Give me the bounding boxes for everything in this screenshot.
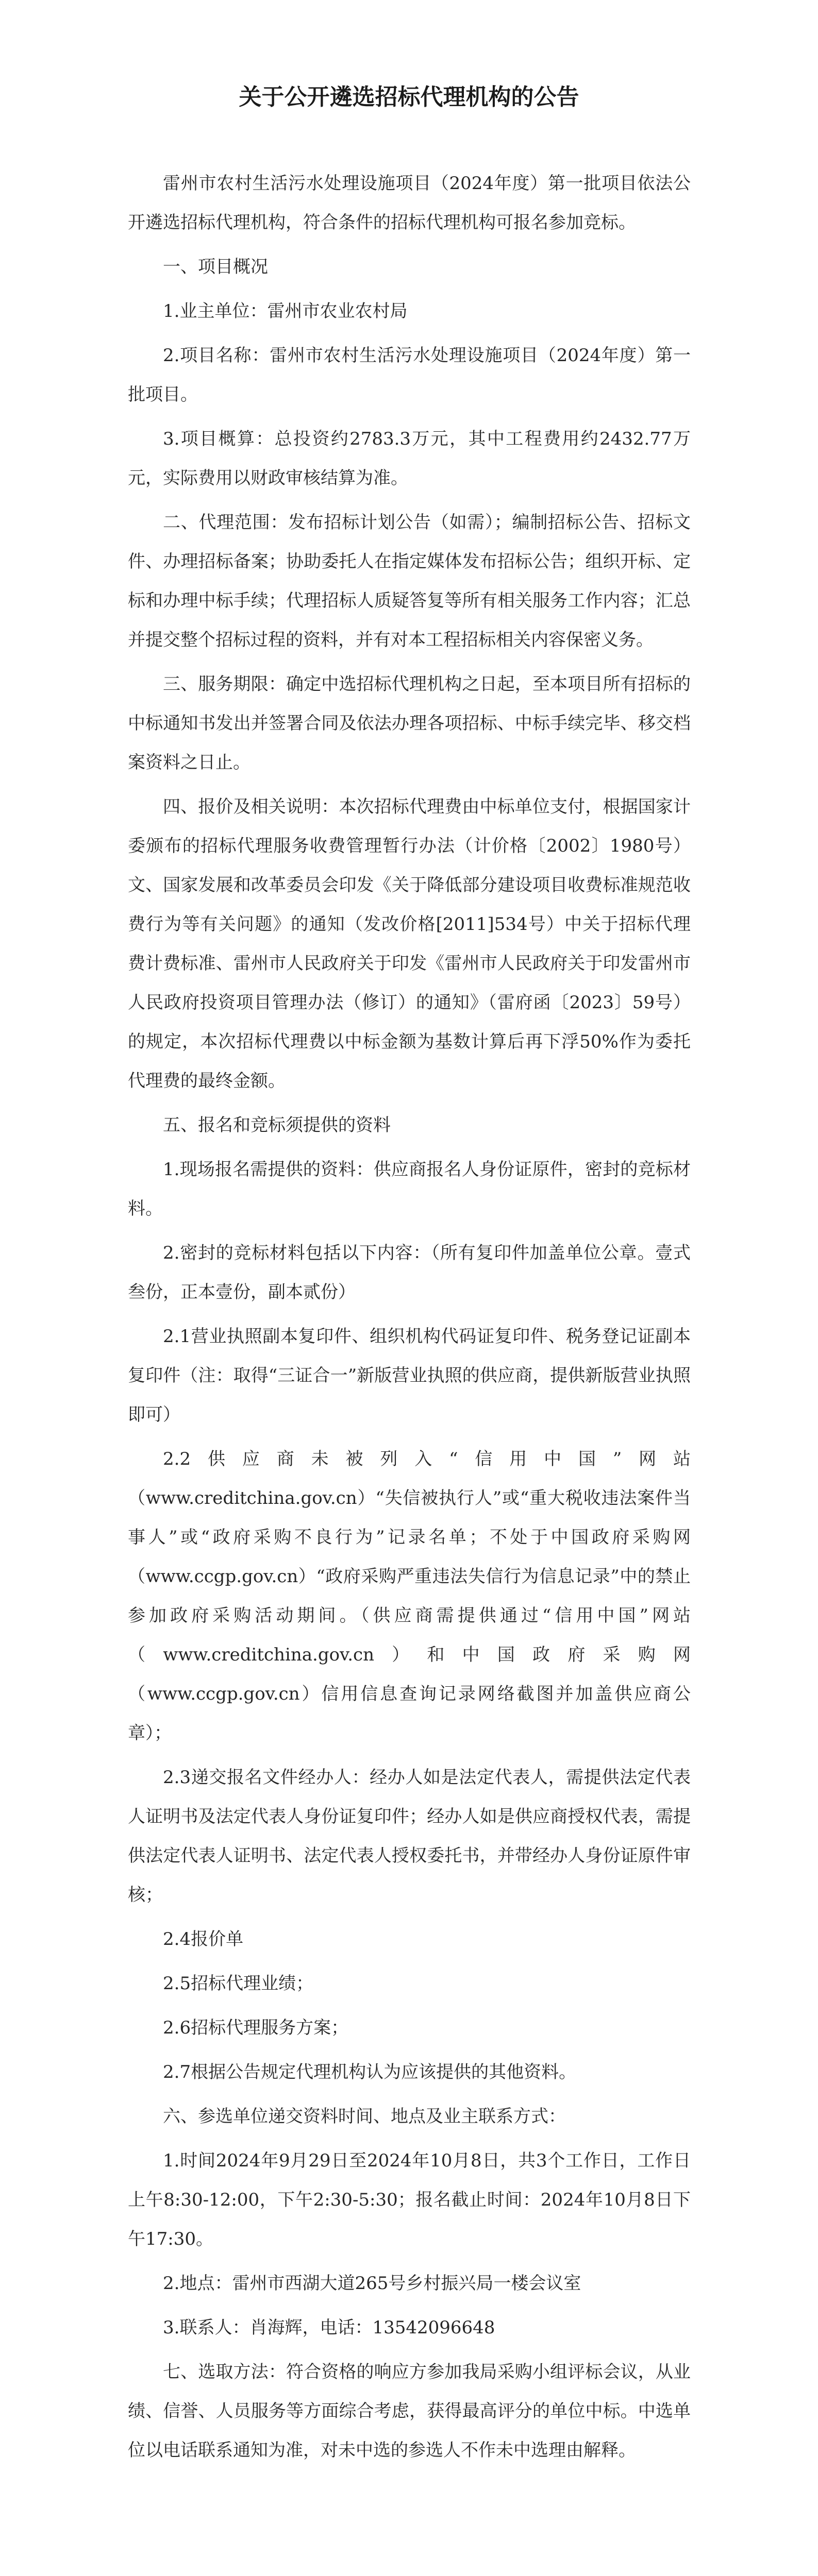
onsite-materials: 1.现场报名需提供的资料：供应商报名人身份证原件，密封的竞标材料。: [128, 1159, 691, 1219]
section-heading-submission: 六、参选单位递交资料时间、地点及业主联系方式：: [163, 2106, 566, 2127]
service-period: 三、服务期限：确定中选招标代理机构之日起，至本项目所有招标的中标通知书发出并签署合同及依法办理各项招标、中标手续完毕、移交档案资料之日止。: [128, 674, 691, 773]
project-name: 2.项目名称：雷州市农村生活污水处理设施项目（2024年度）第一批项目。: [128, 345, 691, 405]
notice-title: 关于公开遴选招标代理机构的公告: [239, 84, 579, 110]
business-license: 2.1营业执照副本复印件、组织机构代码证复印件、税务登记证副本复印件（注：取得“三证合一”新版营业执照的供应商，提供新版营业执照即可）: [128, 1326, 691, 1425]
owner-unit: 1.业主单位：雷州市农业农村局: [163, 301, 408, 321]
contact-person: 3.联系人：肖海辉，电话：13542096648: [163, 2317, 495, 2338]
performance-item: 2.5招标代理业绩；: [163, 1973, 314, 1994]
notice-body: [128, 164, 691, 2470]
project-budget: 3.项目概算：总投资约2783.3万元，其中工程费用约2432.77万元，实际费用以财政审核结算为准。: [128, 429, 691, 488]
handler-requirement: 2.3递交报名文件经办人：经办人如是法定代表人，需提供法定代表人证明书及法定代表人身份证复印件；经办人如是供应商授权代表，需提供法定代表人证明书、法定代表人授权委托书，并带经办人身份证原件审核；: [128, 1767, 691, 1905]
selection-method: 七、选取方法：符合资格的响应方参加我局采购小组评标会议，从业绩、信誉、人员服务等方面综合考虑，获得最高评分的单位中标。中选单位以电话联系通知为准，对未中选的参选人不作未中选理由解释。: [128, 2362, 691, 2461]
service-plan-item: 2.6招标代理服务方案；: [163, 2018, 349, 2038]
other-materials-item: 2.7根据公告规定代理机构认为应该提供的其他资料。: [163, 2062, 577, 2082]
sealed-materials: 2.密封的竞标材料包括以下内容：（所有复印件加盖单位公章。壹式叁份，正本壹份，副本贰份）: [128, 1243, 691, 1302]
section-heading-overview: 一、项目概况: [163, 257, 268, 277]
submission-time: 1.时间2024年9月29日至2024年10月8日，共3个工作日，工作日上午8:30-12:00，下午2:30-5:30；报名截止时间：2024年10月8日下午17:30。: [128, 2150, 691, 2249]
section-heading-materials: 五、报名和竞标须提供的资料: [163, 1115, 391, 1136]
quotation-item: 2.4报价单: [163, 1929, 244, 1950]
fee-description: 四、报价及相关说明：本次招标代理费由中标单位支付，根据国家计委颁布的招标代理服务收费管理暂行办法（计价格〔2002〕1980号）文、国家发展和改革委员会印发《关于降低部分建设项目收费标准规范收费行为等有关问题》的通知（发改价格[2011]534号）中关于招标代理费计费标准、雷州市人民政府关于印发《雷州市人民政府关于印发雷州市人民政府投资项目管理办法（修订）的通知》（雷府函〔2023〕59号）的规定，本次招标代理费以中标金额为基数计算后再下浮50%作为委托代理费的最终金额。: [128, 796, 691, 1091]
credit-requirement: 2.2供应商未被列入“信用中国”网站（www.creditchina.gov.cn）“失信被执行人”或“重大税收违法案件当事人”或“政府采购不良行为”记录名单；不处于中国政府采购网（www.ccgp.gov.cn）“政府采购严重违法失信行为信息记录”中的禁止参加政府采购活动期间。（供应商需提供通过“信用中国”网站（www.creditchina.gov.cn）和中国政府采购网（www.ccgp.gov.cn）信用信息查询记录网络截图并加盖供应商公章）；: [128, 1449, 691, 1743]
intro-paragraph: 雷州市农村生活污水处理设施项目（2024年度）第一批项目依法公开遴选招标代理机构，符合条件的招标代理机构可报名参加竞标。: [128, 173, 691, 233]
submission-location: 2.地点：雷州市西湖大道265号乡村振兴局一楼会议室: [163, 2273, 581, 2294]
agency-scope: 二、代理范围：发布招标计划公告（如需）；编制招标公告、招标文件、办理招标备案；协助委托人在指定媒体发布招标公告；组织开标、定标和办理中标手续；代理招标人质疑答复等所有相关服务工作内容；汇总并提交整个招标过程的资料，并有对本工程招标相关内容保密义务。: [128, 512, 691, 650]
